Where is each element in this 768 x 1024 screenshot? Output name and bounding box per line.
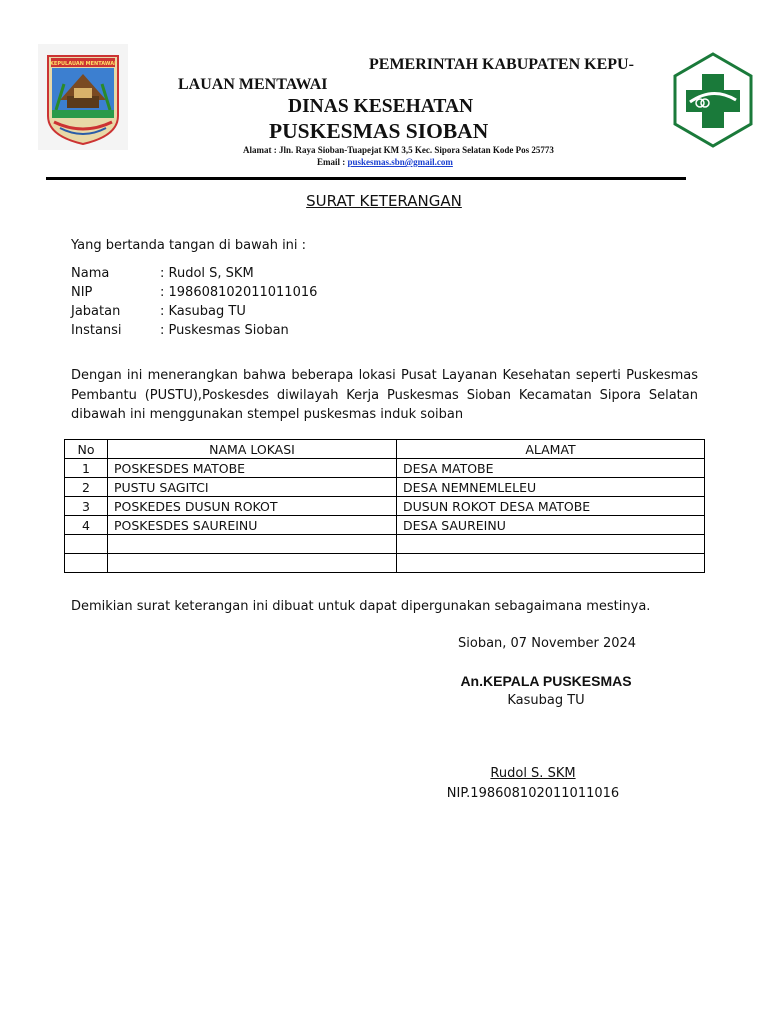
row-location-name: PUSTU SAGITCI <box>108 478 397 497</box>
health-cross-logo <box>670 52 756 150</box>
row-location-name: POSKESDES MATOBE <box>108 459 397 478</box>
row-location-name <box>108 535 397 554</box>
signatory-position: Kasubag TU <box>507 693 585 708</box>
row-address <box>397 554 705 573</box>
location-table <box>64 439 705 573</box>
identity-label-position: Jabatan <box>71 304 121 319</box>
table-row <box>65 516 705 535</box>
email-label: Email : <box>317 157 348 167</box>
row-no <box>65 535 108 554</box>
dept-name: DINAS KESEHATAN <box>288 96 474 117</box>
institution-name: PUSKESMAS SIOBAN <box>269 119 489 143</box>
identity-label-nip: NIP <box>71 285 93 300</box>
row-address: DUSUN ROKOT DESA MATOBE <box>397 497 705 516</box>
table-header-row <box>65 440 705 459</box>
signatory-name: Rudol S. SKM <box>490 766 576 781</box>
gov-line-2: LAUAN MENTAWAI <box>178 76 328 93</box>
closing-text: Demikian surat keterangan ini dibuat untuk dapat dipergunakan sebagaimana mestinya. <box>71 599 651 614</box>
identity-value-institution: : Puskesmas Sioban <box>160 323 289 338</box>
header-location-name: NAMA LOKASI <box>108 440 397 459</box>
row-location-name <box>108 554 397 573</box>
table-row <box>65 554 705 573</box>
identity-label-name: Nama <box>71 266 110 281</box>
header-address: ALAMAT <box>397 440 705 459</box>
letter-title: SURAT KETERANGAN <box>306 192 462 210</box>
table-row <box>65 459 705 478</box>
regency-emblem-logo <box>38 44 128 150</box>
row-address: DESA NEMNEMLELEU <box>397 478 705 497</box>
svg-text:KEPULAUAN MENTAWAI: KEPULAUAN MENTAWAI <box>50 61 116 67</box>
table-row <box>65 478 705 497</box>
table-row <box>65 535 705 554</box>
row-no <box>65 554 108 573</box>
header-no: No <box>65 440 108 459</box>
row-no: 4 <box>65 516 108 535</box>
on-behalf-title: An.KEPALA PUSKESMAS <box>460 673 632 689</box>
signatory-nip: NIP.198608102011011016 <box>446 786 620 801</box>
row-location-name: POSKESDES SAUREINU <box>108 516 397 535</box>
identity-value-position: : Kasubag TU <box>160 304 246 319</box>
identity-label-institution: Instansi <box>71 323 122 338</box>
row-no: 3 <box>65 497 108 516</box>
identity-value-name: : Rudol S, SKM <box>160 266 254 281</box>
intro-text: Yang bertanda tangan di bawah ini : <box>71 238 307 253</box>
gov-line-1: PEMERINTAH KABUPATEN KEPU- <box>369 56 634 73</box>
row-no: 2 <box>65 478 108 497</box>
email-link[interactable]: puskesmas.sbn@gmail.com <box>347 157 453 167</box>
email-line <box>317 157 453 167</box>
header-divider <box>46 177 686 180</box>
statement-paragraph: Dengan ini menerangkan bahwa beberapa lokasi Pusat Layanan Kesehatan seperti Puskesmas Pembantu (PUSTU),Poskesdes diwilayah Kerja Puskesmas Sioban Kecamatan Sipora Selatan dibawah ini menggunakan stempel puskesmas induk soiban <box>71 368 698 422</box>
table-row <box>65 497 705 516</box>
row-no: 1 <box>65 459 108 478</box>
identity-value-nip: : 198608102011011016 <box>160 285 318 300</box>
row-address: DESA SAUREINU <box>397 516 705 535</box>
address-line: Alamat : Jln. Raya Sioban-Tuapejat KM 3,5 Kec. Sipora Selatan Kode Pos 25773 <box>243 145 554 155</box>
row-address: DESA MATOBE <box>397 459 705 478</box>
row-location-name: POSKEDES DUSUN ROKOT <box>108 497 397 516</box>
row-address <box>397 535 705 554</box>
place-date: Sioban, 07 November 2024 <box>458 636 637 651</box>
